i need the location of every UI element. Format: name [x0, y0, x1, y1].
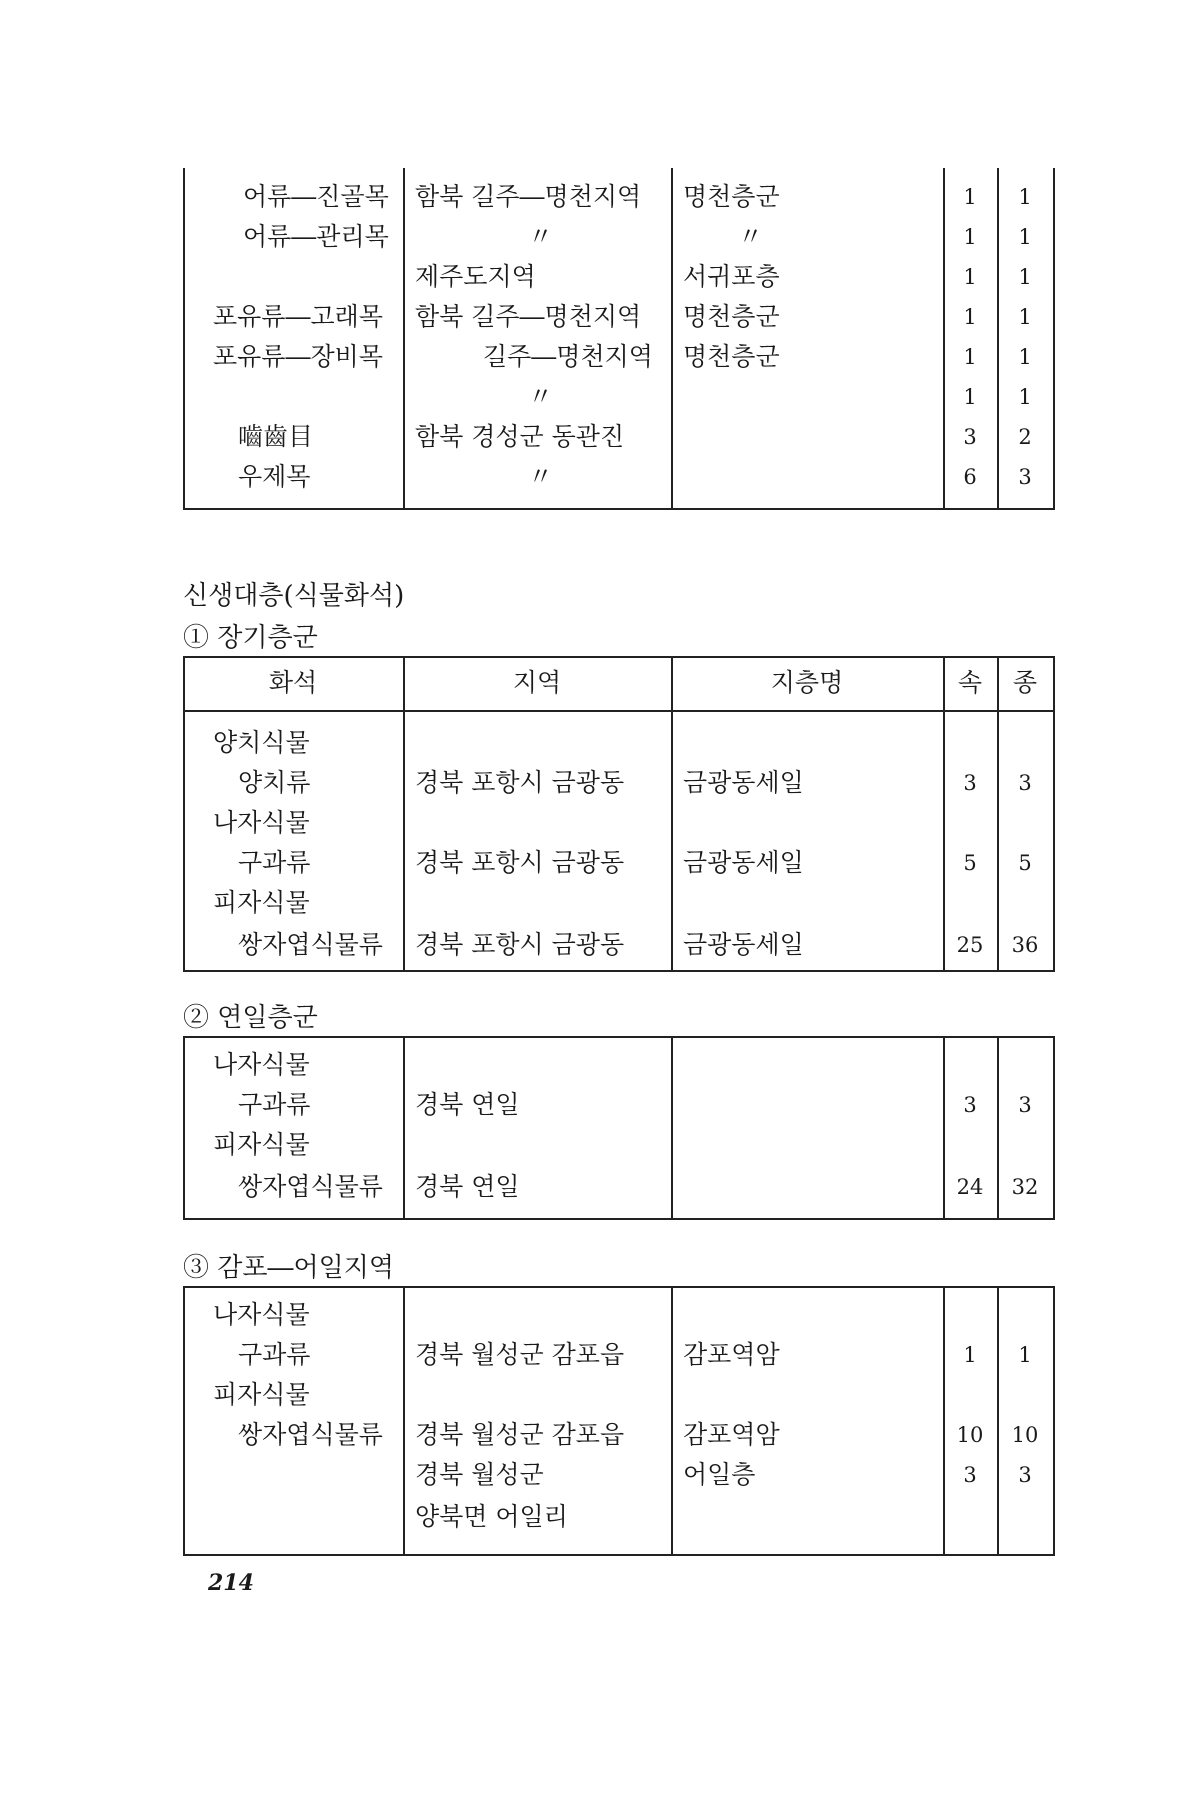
- header-region: 지역: [512, 668, 562, 697]
- section-title: 신생대층(식물화석): [183, 581, 405, 611]
- table3-heading: ② 연일층군: [183, 1000, 324, 1038]
- region-cell: 경북 월성군 감포읍: [415, 1340, 625, 1369]
- genus-cell: 1: [963, 385, 977, 409]
- table-gampo: [183, 1286, 1055, 1556]
- region-cell: 경북 월성군: [415, 1460, 544, 1489]
- region-cell: 경북 연일: [415, 1172, 520, 1201]
- region-cell: 〃: [528, 382, 554, 411]
- region-cell: 경북 포항시 금광동: [415, 930, 625, 959]
- stratum-cell: 금광동세일: [683, 768, 804, 797]
- fossil-cell: 피자식물: [213, 1380, 310, 1409]
- species-cell: 1: [1018, 265, 1032, 289]
- fossil-cell: 양치식물: [213, 728, 310, 757]
- page-number: 214: [208, 1570, 254, 1596]
- fossil-cell: 포유류―고래목: [213, 302, 383, 331]
- stratum-cell: 명천층군: [683, 182, 780, 211]
- table-yeonil: [183, 1036, 1055, 1220]
- table4-heading: ③ 감포―어일지역: [183, 1250, 400, 1288]
- genus-cell: 1: [963, 1343, 977, 1367]
- stratum-cell: 감포역암: [683, 1340, 780, 1369]
- genus-cell: 1: [963, 305, 977, 329]
- species-cell: 10: [1011, 1423, 1039, 1447]
- stratum-cell: 금광동세일: [683, 848, 804, 877]
- species-cell: 1: [1018, 385, 1032, 409]
- genus-cell: 1: [963, 225, 977, 249]
- fossil-cell: 쌍자엽식물류: [238, 1172, 383, 1201]
- region-cell: 함북 경성군 동관진: [415, 422, 625, 451]
- species-cell: 1: [1018, 305, 1032, 329]
- fossil-cell: 쌍자엽식물류: [238, 930, 383, 959]
- stratum-cell: 명천층군: [683, 342, 780, 371]
- region-cell: 제주도지역: [415, 262, 536, 291]
- genus-cell: 3: [963, 1093, 977, 1117]
- species-cell: 5: [1018, 851, 1032, 875]
- genus-cell: 3: [963, 771, 977, 795]
- region-cell: 경북 포항시 금광동: [415, 768, 625, 797]
- species-cell: 1: [1018, 185, 1032, 209]
- fossil-cell: 쌍자엽식물류: [238, 1420, 383, 1449]
- table-animal-fossils: [183, 168, 1055, 510]
- stratum-cell: 금광동세일: [683, 930, 804, 959]
- table-jangi: [183, 656, 1055, 972]
- fossil-cell: 나자식물: [213, 808, 310, 837]
- fossil-cell: 어류―진골목: [243, 182, 389, 211]
- stratum-cell: 서귀포층: [683, 262, 780, 291]
- species-cell: 2: [1018, 425, 1032, 449]
- header-genus: 속: [957, 668, 983, 697]
- region-cell: 경북 월성군 감포읍: [415, 1420, 625, 1449]
- species-cell: 1: [1018, 225, 1032, 249]
- genus-cell: 1: [963, 185, 977, 209]
- region-cell: 길주―명천지역: [483, 342, 653, 371]
- region-cell: 함북 길주―명천지역: [415, 302, 642, 331]
- header-fossil: 화석: [268, 668, 318, 697]
- species-cell: 3: [1018, 1463, 1032, 1487]
- fossil-cell: 포유류―장비목: [213, 342, 383, 371]
- fossil-cell: 우제목: [238, 462, 311, 491]
- fossil-cell: 나자식물: [213, 1050, 310, 1079]
- region-cell: 〃: [528, 222, 554, 251]
- genus-cell: 1: [963, 265, 977, 289]
- genus-cell: 24: [956, 1175, 984, 1199]
- species-cell: 3: [1018, 771, 1032, 795]
- fossil-cell: 구과류: [238, 1090, 311, 1119]
- species-cell: 3: [1018, 1093, 1032, 1117]
- stratum-cell: 명천층군: [683, 302, 780, 331]
- species-cell: 1: [1018, 1343, 1032, 1367]
- species-cell: 1: [1018, 345, 1032, 369]
- region-cell: 경북 연일: [415, 1090, 520, 1119]
- fossil-cell: 피자식물: [213, 888, 310, 917]
- fossil-cell: 양치류: [238, 768, 311, 797]
- genus-cell: 25: [956, 933, 984, 957]
- genus-cell: 3: [963, 1463, 977, 1487]
- header-species: 종: [1012, 668, 1038, 697]
- species-cell: 3: [1018, 465, 1032, 489]
- genus-cell: 1: [963, 345, 977, 369]
- fossil-cell: 구과류: [238, 848, 311, 877]
- region-cell: 〃: [528, 462, 554, 491]
- fossil-cell: 구과류: [238, 1340, 311, 1369]
- species-cell: 32: [1011, 1175, 1039, 1199]
- stratum-cell: 〃: [738, 222, 764, 251]
- genus-cell: 5: [963, 851, 977, 875]
- region-cell: 함북 길주―명천지역: [415, 182, 642, 211]
- genus-cell: 10: [956, 1423, 984, 1447]
- stratum-cell: 어일층: [683, 1460, 756, 1489]
- fossil-cell: 어류―관리목: [243, 222, 389, 251]
- species-cell: 36: [1011, 933, 1039, 957]
- stratum-cell: 감포역암: [683, 1420, 780, 1449]
- genus-cell: 6: [963, 465, 977, 489]
- region-cell: 경북 포항시 금광동: [415, 848, 625, 877]
- fossil-cell: 피자식물: [213, 1130, 310, 1159]
- genus-cell: 3: [963, 425, 977, 449]
- table2-heading: ① 장기층군: [183, 620, 324, 658]
- header-stratum: 지층명: [770, 668, 844, 697]
- region-cell: 양북면 어일리: [415, 1502, 568, 1531]
- fossil-cell: 나자식물: [213, 1300, 310, 1329]
- fossil-cell: 嚙齒目: [238, 422, 314, 451]
